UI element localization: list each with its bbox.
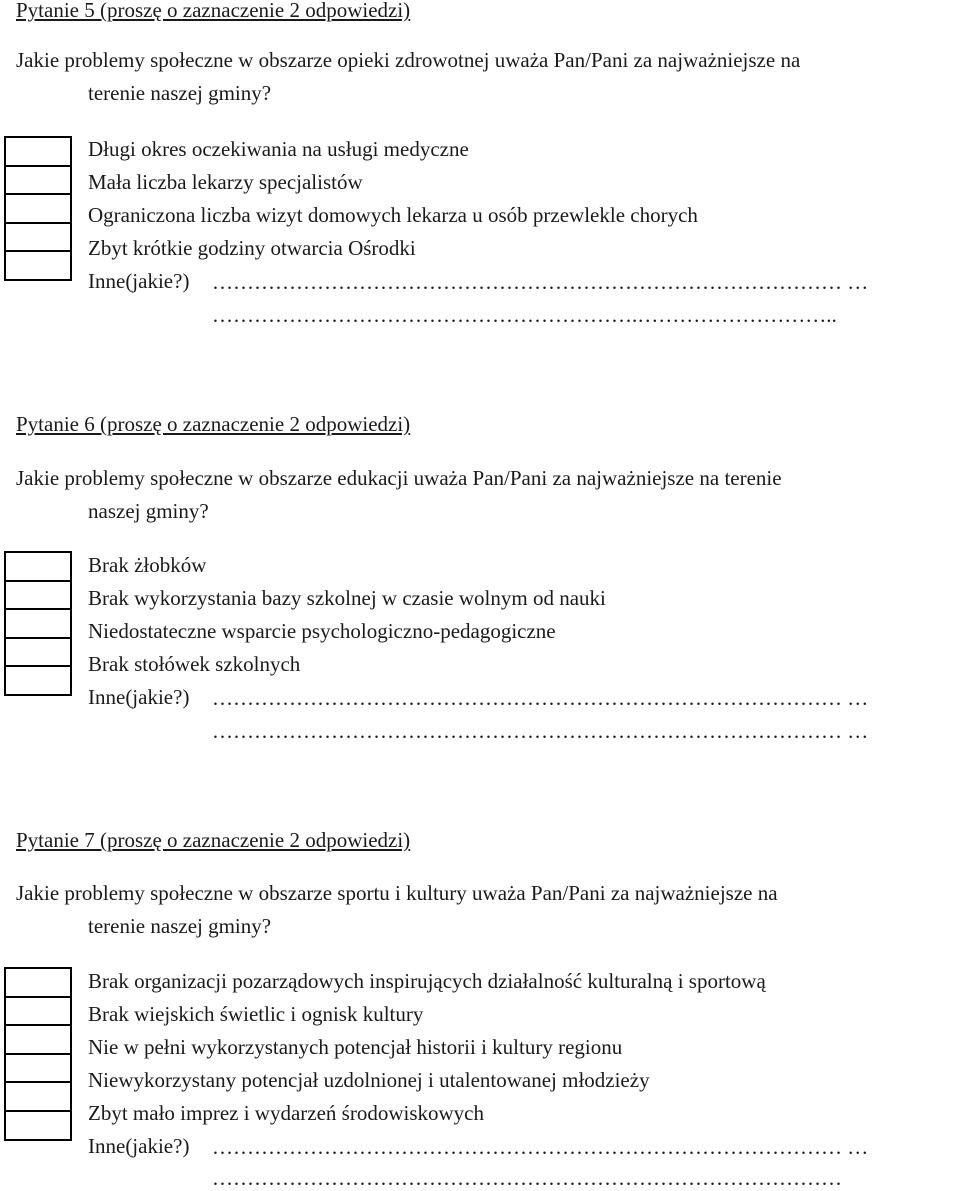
question-6-text-line-2: naszej gminy?: [88, 499, 209, 523]
q7-checkbox-4[interactable]: [4, 1053, 72, 1084]
question-6-title: Pytanie 6 (proszę o zaznaczenie 2 odpowiedzi): [16, 412, 411, 436]
q7-option-6: Inne(jakie?): [88, 1134, 190, 1158]
q5-option-5: Inne(jakie?): [88, 269, 190, 293]
question-7-options: [88, 965, 766, 1163]
q7-option-5: Zbyt mało imprez i wydarzeń środowiskowych: [88, 1101, 484, 1125]
q5-option-4: Zbyt krótkie godziny otwarcia Ośrodki: [88, 236, 416, 260]
question-5-checkboxes: [4, 136, 72, 281]
q5-checkbox-3[interactable]: [4, 193, 72, 224]
q5-checkbox-5[interactable]: [4, 250, 72, 281]
q6-checkbox-4[interactable]: [4, 637, 72, 668]
q5-checkbox-4[interactable]: [4, 222, 72, 253]
q5-other-answer-line-2[interactable]: …………………………………………………….………………………..: [212, 303, 837, 327]
q6-other-answer-line-2[interactable]: ……………………………………………………………………………… …: [212, 719, 869, 743]
question-6-text-line-1: Jakie problemy społeczne w obszarze edukacji uważa Pan/Pani za najważniejsze na terenie: [16, 466, 782, 490]
q6-option-2: Brak wykorzystania bazy szkolnej w czasie wolnym od nauki: [88, 586, 606, 610]
q6-option-1: Brak żłobków: [88, 553, 207, 577]
question-7-title: Pytanie 7 (proszę o zaznaczenie 2 odpowiedzi): [16, 828, 411, 852]
q6-checkbox-2[interactable]: [4, 580, 72, 611]
q7-other-answer-line-2[interactable]: ………………………………………………………………………………: [212, 1166, 842, 1190]
q5-checkbox-1[interactable]: [4, 136, 72, 167]
question-6-text: [16, 462, 946, 528]
q7-checkbox-1[interactable]: [4, 967, 72, 998]
q5-option-1: Długi okres oczekiwania na usługi medyczne: [88, 137, 469, 161]
q5-option-3: Ograniczona liczba wizyt domowych lekarza u osób przewlekle chorych: [88, 203, 698, 227]
q7-option-3: Nie w pełni wykorzystanych potencjał historii i kultury regionu: [88, 1035, 623, 1059]
q7-checkbox-2[interactable]: [4, 996, 72, 1027]
question-5-title: Pytanie 5 (proszę o zaznaczenie 2 odpowiedzi): [16, 0, 411, 22]
q7-other-answer-line-1[interactable]: ……………………………………………………………………………… …: [212, 1135, 869, 1159]
q5-other-answer-line-1[interactable]: ……………………………………………………………………………… …: [212, 270, 869, 294]
question-6-checkboxes: [4, 551, 72, 696]
q6-option-5: Inne(jakie?): [88, 685, 190, 709]
question-7-checkboxes: [4, 967, 72, 1141]
q7-checkbox-5[interactable]: [4, 1081, 72, 1112]
question-5-text-line-2: terenie naszej gminy?: [88, 81, 272, 105]
q5-checkbox-2[interactable]: [4, 165, 72, 196]
q7-checkbox-3[interactable]: [4, 1024, 72, 1055]
question-7-text-line-1: Jakie problemy społeczne w obszarze sportu i kultury uważa Pan/Pani za najważniejsze na: [16, 881, 778, 905]
question-7-text: [16, 877, 946, 943]
q7-checkbox-6[interactable]: [4, 1110, 72, 1141]
question-7-text-line-2: terenie naszej gminy?: [88, 914, 272, 938]
q5-option-2: Mała liczba lekarzy specjalistów: [88, 170, 363, 194]
question-5-text: [16, 44, 946, 110]
q6-other-answer-line-1[interactable]: ……………………………………………………………………………… …: [212, 686, 869, 710]
q7-option-2: Brak wiejskich świetlic i ognisk kultury: [88, 1002, 424, 1026]
q7-option-1: Brak organizacji pozarządowych inspirujących działalność kulturalną i sportową: [88, 969, 766, 993]
q6-checkbox-5[interactable]: [4, 665, 72, 696]
q6-checkbox-3[interactable]: [4, 608, 72, 639]
question-5-text-line-1: Jakie problemy społeczne w obszarze opieki zdrowotnej uważa Pan/Pani za najważniejsze na: [16, 48, 801, 72]
q6-option-4: Brak stołówek szkolnych: [88, 652, 301, 676]
q7-option-4: Niewykorzystany potencjał uzdolnionej i utalentowanej młodzieży: [88, 1068, 650, 1092]
q6-checkbox-1[interactable]: [4, 551, 72, 582]
q6-option-3: Niedostateczne wsparcie psychologiczno-pedagogiczne: [88, 619, 556, 643]
